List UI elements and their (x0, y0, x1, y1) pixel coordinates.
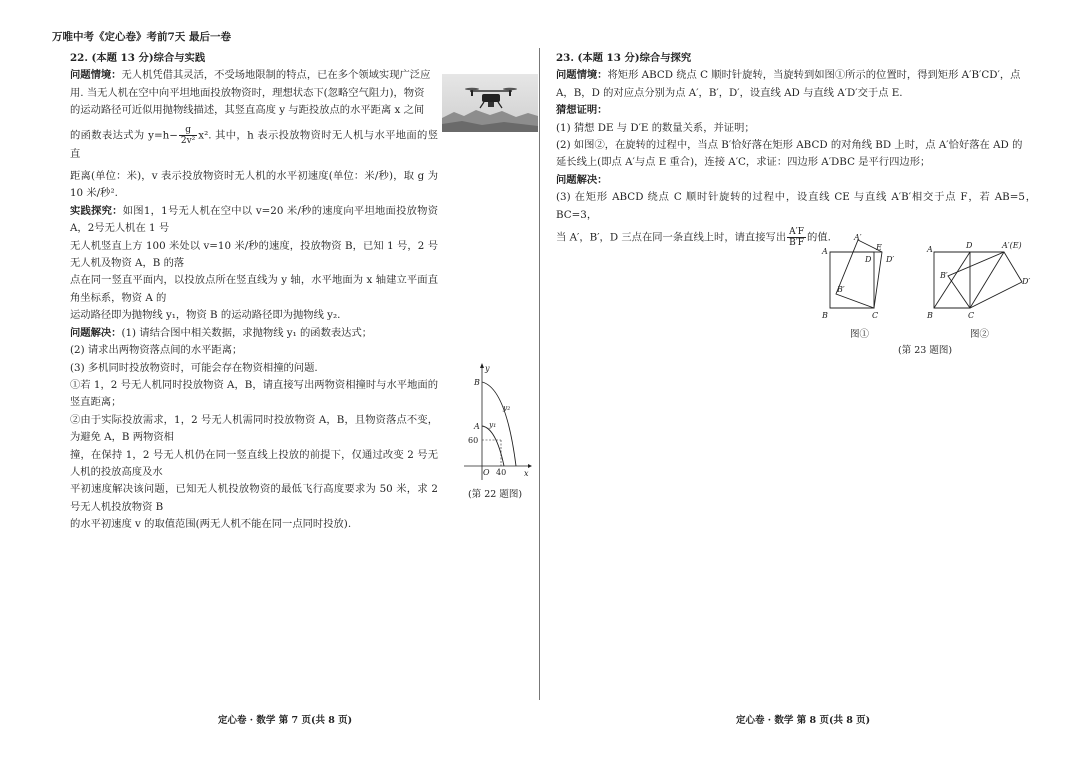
q23-guess-line: (1) 猜想 DE 与 D′E 的数量关系，并证明； (556, 121, 755, 134)
q22-solve-line: 的水平初速度 v 的取值范围(两无人机不能在同一点同时投放). (70, 518, 352, 531)
q23-guess-line: (2) 如图②，在旋转的过程中，当点 B′恰好落在矩形 ABCD 的对角线 BD 上时，点 A′恰好落在 AD 的 (556, 139, 1023, 152)
label-A1E: A′(E) (1002, 241, 1022, 250)
label-B: B (822, 311, 828, 320)
label-C: C (872, 311, 879, 320)
parabola-y2 (482, 382, 516, 466)
q22-solve-line: (2) 请求出两物资落点间的水平距离； (70, 344, 243, 357)
q22-figure (462, 360, 534, 486)
q23-situation-line (556, 67, 1036, 84)
label-A: A (474, 422, 480, 431)
label-A1: A′ (854, 234, 862, 242)
label-y1: y₁ (489, 420, 497, 429)
drone-photo (442, 74, 538, 132)
q22-formula-line (70, 125, 438, 163)
question-22 (70, 50, 438, 534)
question-23 (556, 50, 1036, 248)
q23-solve-prefix: 当 A′，B′，D 三点在同一条直线上时，请直接写出 (556, 231, 787, 244)
label-B1: B′ (837, 285, 845, 294)
q22-situation-text: 无人机凭借其灵活，不受场地限制的特点，已在多个领域实现广泛应 (121, 69, 431, 82)
label-60: 60 (468, 436, 479, 445)
label-y2: y₂ (503, 403, 511, 412)
q23-solve-line: (3) 在矩形 ABCD 绕点 C 顺时针旋转的过程中，设直线 CE 与直线 A′B′相交于点 F，若 AB=5，BC=3， (556, 191, 1036, 221)
label-D1: D′ (886, 255, 895, 264)
label-40: 40 (496, 468, 507, 477)
label-D1: D′ (1022, 277, 1031, 286)
q22-explore-line: 运动路径即为抛物线 y₁，物资 B 的运动路径即为抛物线 y₂. (70, 309, 341, 322)
q23-ratio-fraction (787, 227, 806, 248)
label-B: B (474, 378, 480, 387)
q23-guess-line: 延长线上(即点 A′与点 E 重合)，连接 A′C，求证：四边形 A′DBC 是平行四边形； (556, 156, 931, 169)
q22-explore-line: 点在同一竖直平面内，以投放点所在竖直线为 y 轴，水平地面为 x 轴建立平面直角坐标系，物资 A 的 (70, 274, 438, 304)
q23-figure-2 (924, 238, 1036, 324)
label-E: E (876, 243, 882, 252)
q22-title: 22. (本题 13 分)综合与实践 (70, 52, 206, 64)
q22-situation-line: 距离(单位：米)，v 表示投放物资时无人机的水平初速度(单位：米/秒)，取 g 为 10 米/秒². (70, 170, 438, 200)
q23-figure-1 (820, 234, 900, 324)
label-C: C (968, 311, 975, 320)
footer-page-8: 定心卷 · 数学 第 8 页(共 8 页) (736, 715, 871, 726)
q23-situation-label: 问题情境： (556, 69, 608, 82)
label-y: y (485, 364, 490, 373)
q22-formula-suffix: x². 其中，h 表示投放物资时无人机与水平地面的竖直 (70, 129, 438, 160)
q23-situation-text: 将矩形 ABCD 绕点 C 顺时针旋转，当旋转到如图①所示的位置时，得到矩形 A′B′CD′，点 (607, 69, 1021, 82)
q23-figure-2-caption: 图② (970, 329, 990, 340)
column-divider (539, 48, 540, 700)
fraction-numerator: A′F (787, 227, 806, 238)
label-A: A (822, 247, 828, 256)
x-axis-arrow (528, 464, 532, 468)
q23-guess-label: 猜想证明： (556, 104, 608, 117)
q22-explore-label: 实践探究： (70, 204, 123, 217)
fraction-denominator: B′F (789, 238, 805, 249)
q23-figure-caption: (第 23 题图) (898, 345, 953, 356)
y-axis-arrow (480, 363, 484, 368)
q22-solve-text: (1) 请结合图中相关数据，求抛物线 y₁ 的函数表达式； (121, 326, 373, 339)
q22-solve-line: 撞，在保持 1，2 号无人机仍在同一竖直线上投放的前提下，仅通过改变 2 号无人机的投放高度及水 (70, 448, 438, 478)
q23-situation-line: A，B，D 的对应点分别为点 A′，B′，D′，设直线 AD 与直线 A′D′交于点 E. (556, 86, 903, 99)
q22-situation-label: 问题情境： (70, 69, 122, 82)
q22-explore-text: 如图1，1号无人机在空中以 v=20 米/秒的速度向平坦地面投放物资 A，2号无人机在 1 号 (70, 204, 439, 235)
q23-figure-1-caption: 图① (850, 329, 870, 340)
fraction-denominator: 2v² (180, 135, 196, 146)
label-A: A (927, 245, 933, 254)
q22-formula-prefix: 的函数表达式为 y=h− (70, 129, 178, 142)
q22-situation-line: 的运动路径可近似用抛物线描述，其竖直高度 y 与距投放点的水平距离 x 之间 (70, 104, 425, 117)
label-B: B (927, 311, 933, 320)
q23-solve-suffix: 的值. (807, 231, 831, 244)
rectangle-A1B1CD1 (948, 252, 1022, 308)
q22-figure-caption: (第 22 题图) (468, 489, 523, 500)
label-D: D (966, 241, 973, 250)
footer-page-7: 定心卷 · 数学 第 7 页(共 8 页) (218, 715, 353, 726)
q22-explore-line (70, 203, 438, 238)
label-x: x (524, 469, 529, 478)
q22-solve-line: (3) 多机同时投放物资时，可能会存在物资相撞的问题. (70, 361, 318, 374)
paper-header: 万唯中考《定心卷》考前7天 最后一卷 (52, 31, 231, 43)
label-B1: B′ (940, 271, 948, 280)
parabola-y1 (482, 426, 504, 466)
q22-formula-fraction (179, 125, 197, 146)
q22-solve-line: ①若 1，2 号无人机同时投放物资 A，B，请直接写出两物资相撞时与水平地面的竖直距离； (70, 378, 438, 409)
label-O: O (483, 468, 490, 477)
q22-solve-line (70, 325, 438, 342)
q22-situation-line: 用. 当无人机在空中向平坦地面投放物资时，理想状态下(忽略空气阻力)，物资 (70, 86, 425, 99)
q23-solve-label: 问题解决： (556, 173, 608, 186)
q23-title: 23. (本题 13 分)综合与探究 (556, 52, 692, 64)
fraction-numerator: g (179, 125, 197, 136)
q22-solve-line: 平初速度解决该问题，已知无人机投放物资的最低飞行高度要求为 50 米，求 2 号无人机投放物资 B (70, 483, 438, 513)
q22-explore-line: 无人机竖直上方 100 米处以 v=10 米/秒的速度，投放物资 B，已知 1 号，2 号无人机及物资 A，B 的落 (70, 239, 438, 270)
q22-solve-label: 问题解决： (70, 326, 122, 339)
label-D: D (865, 255, 872, 264)
q22-situation-line (70, 67, 438, 84)
q22-solve-line: ②由于实际投放需求，1，2 号无人机需同时投放物资 A，B，且物资落点不变，为避免 A，B 两物资相 (70, 413, 438, 444)
